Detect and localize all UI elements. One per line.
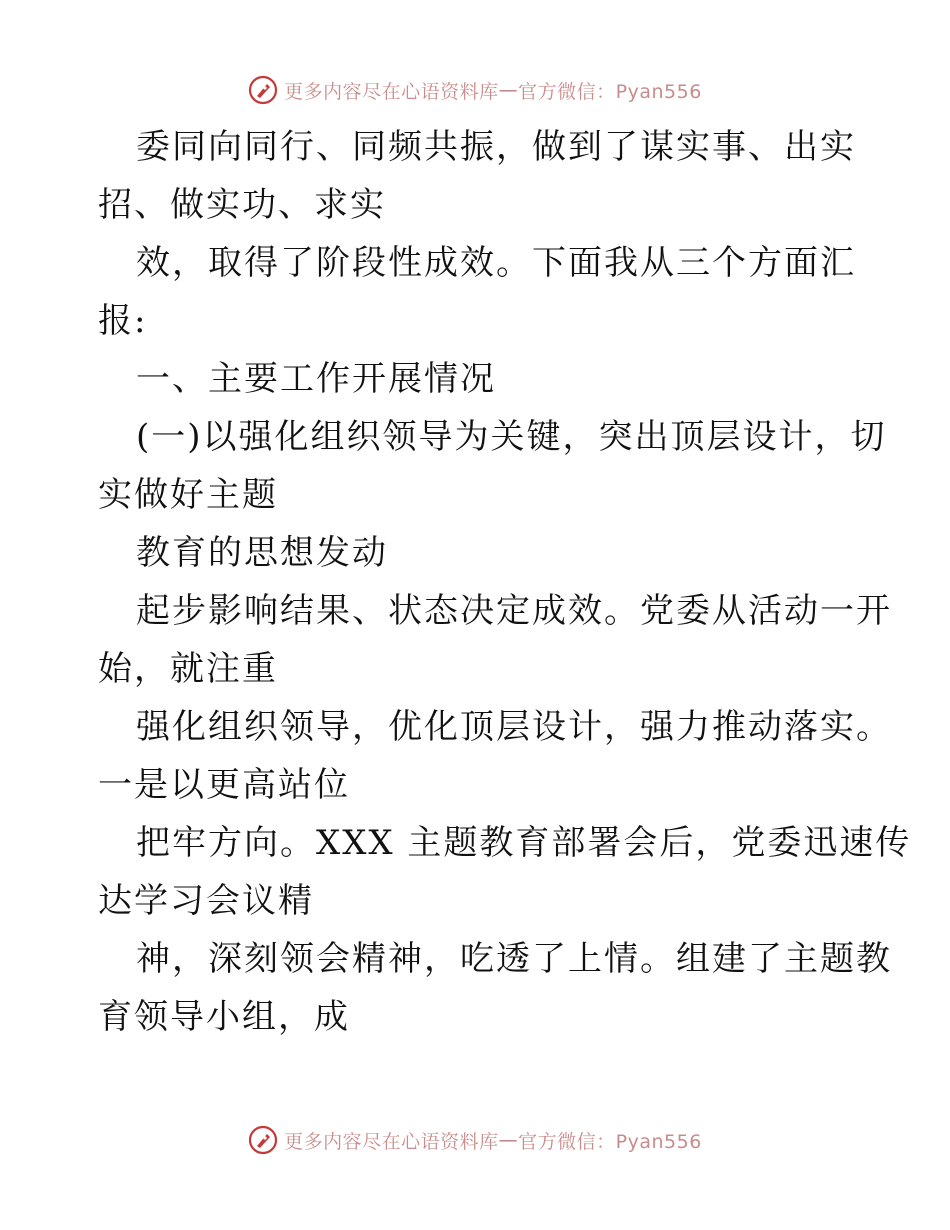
- text-line: 育领导小组，成: [98, 997, 350, 1037]
- text-line: 委同向同行、同频共振，做到了谋实事、出实: [136, 127, 856, 167]
- text-line: 一是以更高站位: [98, 765, 350, 805]
- document-body: [98, 118, 912, 1046]
- text-line: 起步影响结果、状态决定成效。党委从活动一开: [136, 591, 892, 631]
- text-line: 把牢方向。XXX 主题教育部署会后，党委迅速传: [136, 823, 912, 863]
- watermark-text: 更多内容尽在心语资料库: [284, 80, 499, 103]
- section-heading: 一、主要工作开展情况: [136, 359, 496, 399]
- watermark-wechat: 官方微信：Pyan556: [518, 80, 702, 103]
- watermark-separator: —: [498, 1129, 519, 1151]
- text-line: 招、做实功、求实: [98, 185, 386, 225]
- footer-watermark: [0, 1120, 950, 1160]
- text-line: 报:: [98, 301, 148, 341]
- text-line: 达学习会议精: [98, 881, 314, 921]
- text-line: 效，取得了阶段性成效。下面我从三个方面汇: [136, 243, 856, 283]
- text-line: 强化组织领导，优化顶层设计，强力推动落实。: [136, 707, 892, 747]
- text-line: 始，就注重: [98, 649, 278, 689]
- watermark-wechat: 官方微信：Pyan556: [518, 1130, 702, 1153]
- subsection-heading-continued: 实做好主题: [98, 475, 278, 515]
- pen-nib-logo-icon: [248, 75, 278, 105]
- text-line: 教育的思想发动: [136, 533, 388, 573]
- watermark-text: 更多内容尽在心语资料库: [284, 1130, 499, 1153]
- pen-nib-logo-icon: [248, 1125, 278, 1155]
- subsection-heading: (一)以强化组织领导为关键，突出顶层设计，切: [136, 417, 887, 457]
- header-watermark: [0, 70, 950, 110]
- watermark-separator: —: [498, 79, 519, 101]
- text-line: 神，深刻领会精神，吃透了上情。组建了主题教: [136, 939, 892, 979]
